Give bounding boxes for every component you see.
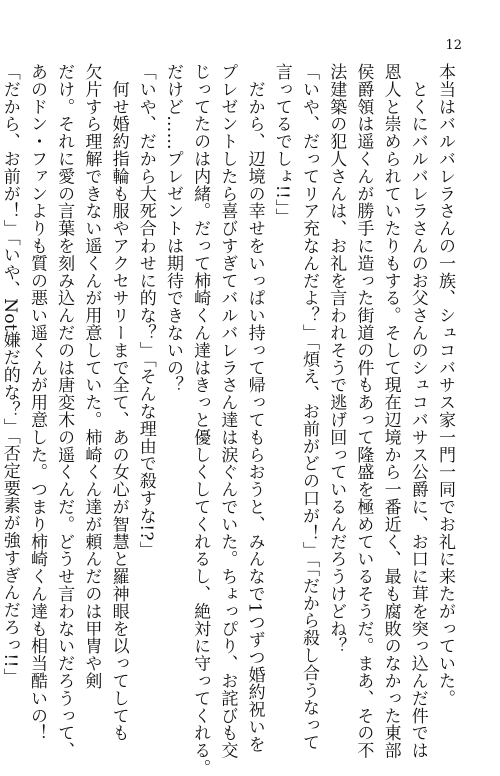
text-line: 本当はバルバレラさんの一族、シュコバサス家一門一同でお礼に来たがっていた。 bbox=[435, 63, 455, 707]
text-line: だから、辺境の幸せをいっぱい持って帰ってもらおうと、みんなで1つずつ婚約祝いを bbox=[244, 63, 265, 753]
text-line: 言ってるでしょ!!」」 bbox=[271, 63, 292, 226]
text-line: 「いや、だってリア充なんだよ？」「煩え、お前がどの口が！」「「だから殺し合うなって bbox=[298, 63, 319, 751]
text-line: じってたのは内緒。だって柿崎くん達はきっと優しくしてくれるし、絶対に守ってくれる。 bbox=[190, 63, 211, 776]
text-line: とくにバルバレラさんのお父さんのシュコバサス公爵に、お口に茸を突っ込んだ件では bbox=[407, 63, 428, 759]
text-line: あのドン・ファンよりも質の悪い遥くんが用意した。つまり柿崎くん達も相当酷いの！ bbox=[26, 63, 47, 742]
text-line: 欠片すら理解できない遥くんが用意していた。柿崎くん達が頼んだのは甲冑や剣 bbox=[81, 63, 102, 690]
text-line: だけ。それに愛の言葉を刻み込んだのは唐変木の遥くんだ。どうせ言わないだろうって、 bbox=[54, 63, 75, 759]
text-line: だけど……プレゼントは期待できないの？ bbox=[162, 63, 183, 394]
text-line: 「だから、お前が！」「いや、Not嫌だ的な？」「否定要素が強すぎんだろっ!!」 bbox=[0, 63, 20, 686]
text-line: 「いや、だから大死合わせに的な？」「そんな理由で殺すな!?」 bbox=[135, 63, 156, 559]
text-line: 侯爵領は遥くんが勝手に造った街道の件もあって隆盛を極めているそうだ。まあ、その不 bbox=[353, 63, 374, 759]
text-line: プレゼントしたら喜びすぎてバルバレラさん達は涙ぐんでいた。ちょっぴり、お詫びも交 bbox=[217, 63, 238, 759]
text-line: 何せ婚約指輪も服やアクセサリーまで全て、あの女心が智慧と羅神眼を以ってしても bbox=[108, 63, 129, 742]
page-number: 12 bbox=[445, 38, 462, 53]
vertical-text-block bbox=[0, 63, 458, 776]
text-line: 法建築の犯人さんは、お礼を言われそうで逃げ回っているんだろうけどね？ bbox=[326, 63, 347, 655]
text-line: 恩人と崇められていたりもする。そして現在辺境から一番近く、最も腐敗のなかった東部 bbox=[380, 63, 401, 759]
